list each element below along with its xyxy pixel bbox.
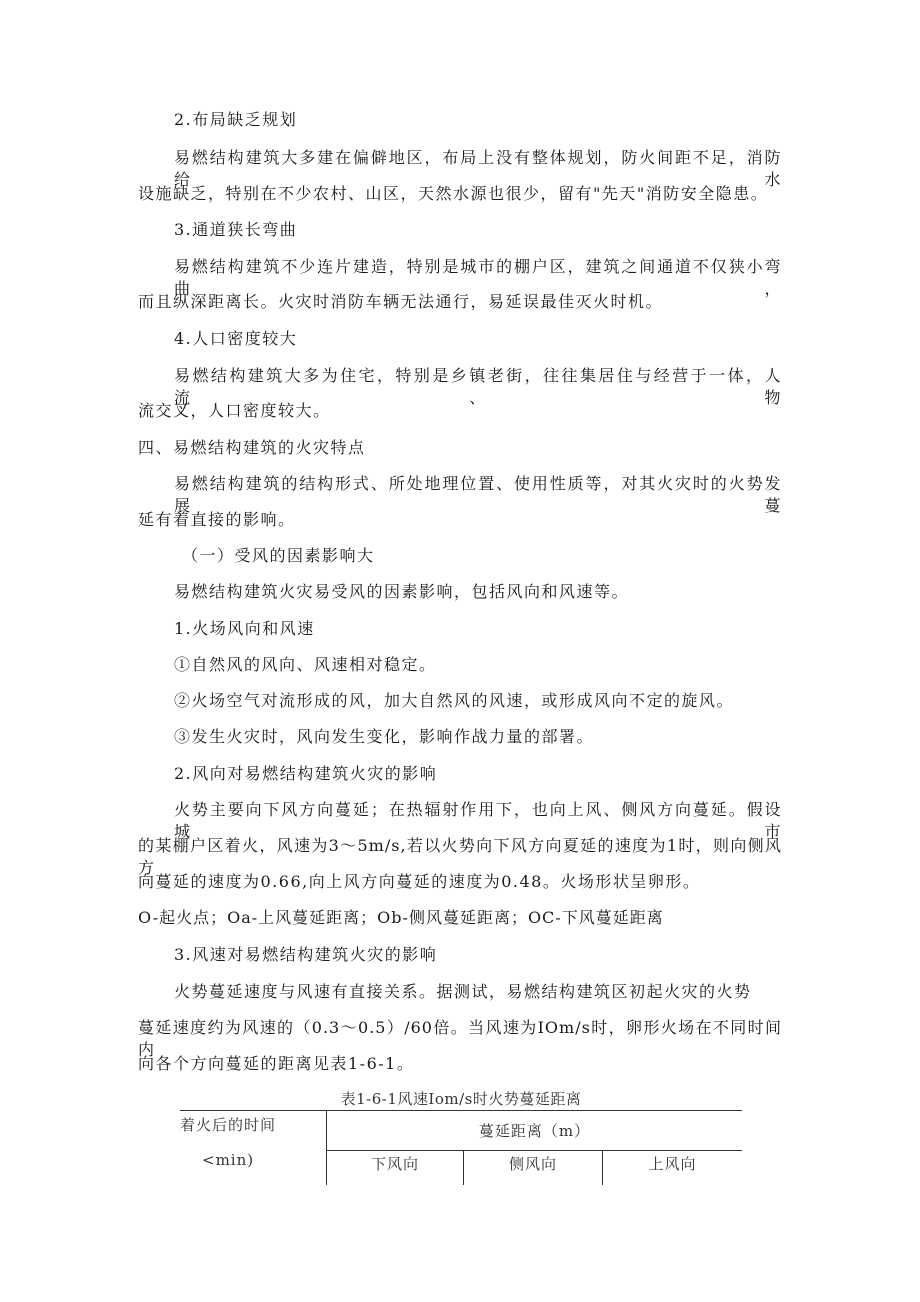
heading-density: 4.人口密度较大 bbox=[174, 329, 298, 348]
paragraph-line: 向蔓延的速度为0.66,向上风方向蔓延的速度为0.48。火场形状呈卵形。 bbox=[138, 872, 701, 891]
column-header-upwind: 上风向 bbox=[648, 1155, 697, 1173]
row-header-time bbox=[180, 1111, 327, 1151]
paragraph-line: 流交叉，人口密度较大。 bbox=[138, 401, 331, 420]
section-heading: 四、易燃结构建筑的火灾特点 bbox=[138, 438, 366, 457]
heading-passage: 3.通道狭长弯曲 bbox=[174, 220, 298, 239]
column-header-downwind: 下风向 bbox=[327, 1151, 464, 1185]
paragraph-line: 易燃结构建筑不少连片建造，特别是城市的棚户区，建筑之间通道不仅狭小弯曲， bbox=[174, 257, 782, 298]
paragraph-line: 而且纵深距离长。火灾时消防车辆无法通行，易延误最佳灭火时机。 bbox=[138, 292, 664, 311]
list-item: ①自然风的风向、风速相对稳定。 bbox=[174, 655, 437, 674]
subsection-heading: （一）受风的因素影响大 bbox=[182, 546, 375, 565]
paragraph-line: 延有着直接的影响。 bbox=[138, 510, 296, 529]
figure-legend: O-起火点；Oa-上风蔓延距离；Ob-侧风蔓延距离；OC-下风蔓延距离 bbox=[138, 908, 664, 927]
paragraph-line: 火势蔓延速度与风速有直接关系。据测试，易燃结构建筑区初起火灾的火势 bbox=[174, 982, 752, 1001]
paragraph-line: 易燃结构建筑火灾易受风的因素影响，包括风向和风速等。 bbox=[174, 582, 630, 601]
column-header-crosswind: 侧风向 bbox=[464, 1151, 603, 1185]
list-item: ③发生火灾时，风向发生变化，影响作战力量的部署。 bbox=[174, 727, 595, 746]
paragraph-line: 向各个方向蔓延的距离见表1-6-1。 bbox=[138, 1054, 415, 1073]
row-header-unit bbox=[180, 1151, 327, 1185]
paragraph-line: 的某棚户区着火，风速为3～5m/s,若以火势向下风方向夏延的速度为1时，则向侧风方 bbox=[138, 836, 782, 877]
paragraph-line: 火势主要向下风方向蔓延；在热辐射作用下，也向上风、侧风方向蔓延。假设城市 bbox=[174, 800, 782, 841]
paragraph-line: 易燃结构建筑大多建在偏僻地区，布局上没有整体规划，防火间距不足，消防给水 bbox=[174, 148, 782, 189]
row-header-label: 着火后的时间 bbox=[180, 1116, 277, 1134]
heading-direction: 2.风向对易燃结构建筑火灾的影响 bbox=[174, 764, 438, 783]
paragraph-line: 易燃结构建筑的结构形式、所处地理位置、使用性质等，对其火灾时的火势发展蔓 bbox=[174, 474, 782, 515]
group-header-label: 蔓延距离（m） bbox=[478, 1122, 591, 1140]
table-caption: 表1-6-1风速Iom/s时火势蔓延距离 bbox=[340, 1090, 582, 1108]
heading-firewind: 1.火场风向和风速 bbox=[174, 619, 315, 638]
paragraph-line: 蔓延速度约为风速的（0.3～0.5）/60倍。当风速为IOm/s时，卵形火场在不同时间内 bbox=[138, 1018, 782, 1059]
row-header-unit-label: <min) bbox=[202, 1150, 255, 1169]
heading-speed: 3.风速对易燃结构建筑火灾的影响 bbox=[174, 945, 438, 964]
heading-layout: 2.布局缺乏规划 bbox=[174, 110, 298, 129]
list-item: ②火场空气对流形成的风，加大自然风的风速，或形成风向不定的旋风。 bbox=[174, 691, 735, 710]
group-header-distance bbox=[327, 1111, 743, 1151]
paragraph-line: 易燃结构建筑大多为住宅，特别是乡镇老街，往往集居住与经营于一体，人流、物 bbox=[174, 366, 782, 407]
paragraph-line: 设施缺乏，特别在不少农村、山区，天然水源也很少，留有"先天"消防安全隐患。 bbox=[138, 184, 769, 203]
spread-distance-table bbox=[180, 1110, 742, 1185]
